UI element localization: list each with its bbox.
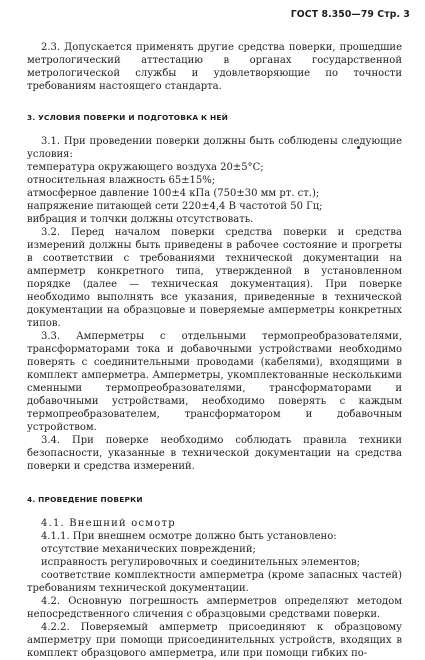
paragraph-3-1: 3.1. При проведении поверки должны быть соблюдены следующие условия: <box>27 136 402 160</box>
paragraph-4-2-2: 4.2.2. Поверяемый амперметр присоединяют к образцовому амперметру при помощи присоединительных устройств, входящих в комплект образцового амперметра, или при помощи гибких по- <box>27 622 402 659</box>
condition-item: напряжение питающей сети 220±4,4 В частотой 50 Гц; <box>27 201 323 212</box>
check-item: исправность регулировочных и соединительных элементов; <box>41 557 360 568</box>
check-item: соответствие комплектности амперметра (кроме запасных частей) требованиям технической документации. <box>27 570 402 594</box>
paragraph-3-3: 3.3. Амперметры с отдельными термопреобразователями, трансформаторами тока и добавочными устройствами необходимо поверять с соединительными проводами (кабелями), входящими в комплект амперметра. Амперметры, укомплектованные несколькими сменными термопреобразователями, трансформаторами и добавочными устройствами, необходимо поверять с каждым термопреобразователем, трансформатором и добавочным устройством. <box>27 331 402 433</box>
condition-item: атмосферное давление 100±4 кПа (750±30 мм рт. ст.); <box>27 188 320 199</box>
paragraph-4-2: 4.2. Основную погрешность амперметров определяют методом непосредственного сличения с образцовыми средствами поверки. <box>27 596 402 620</box>
paragraph-3-2: 3.2. Перед началом поверки средства поверки и средства измерений должны быть приведены в рабочее состояние и прогреты в соответствии с требованиями технической документации на амперметр конкретного типа, утвержденной в установленном порядке (далее — техническая документация). При поверке необходимо выполнять все указания, приведенные в технической документации на образцовые и поверяемые амперметры конкретных типов. <box>27 227 402 329</box>
document-body <box>27 41 402 660</box>
section-4-heading: 4. ПРОВЕДЕНИЕ ПОВЕРКИ <box>27 495 143 504</box>
page-header: ГОСТ 8.350—79 Стр. 3 <box>290 9 410 20</box>
condition-item: температура окружающего воздуха 20±5°С; <box>27 162 264 173</box>
paragraph-3-4: 3.4. При поверке необходимо соблюдать правила техники безопасности, указанные в технической документации на средства поверки и средства измерений. <box>27 435 402 472</box>
paragraph-2-3: 2.3. Допускается применять другие средства поверки, прошедшие метрологический аттестацию в органах государственной метрологической службы и удовлетворяющие по точности требованиям настоящего стандарта. <box>27 42 402 92</box>
paragraph-4-1: 4.1. Внешний осмотр <box>41 518 176 529</box>
condition-item: вибрация и толчки должны отсутствовать. <box>27 214 254 225</box>
check-item: отсутствие механических повреждений; <box>41 544 256 555</box>
section-3-heading: 3. УСЛОВИЯ ПОВЕРКИ И ПОДГОТОВКА К НЕЙ <box>27 113 229 122</box>
condition-item: относительная влажность 65±15%; <box>27 175 216 186</box>
paragraph-4-1-1: 4.1.1. При внешнем осмотре должно быть установлено: <box>41 531 337 542</box>
